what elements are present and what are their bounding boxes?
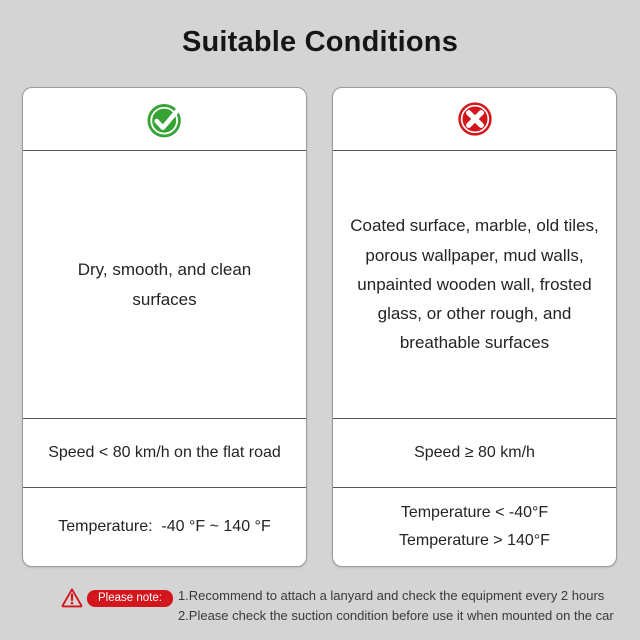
unsuitable-speed-text: Speed ≥ 80 km/h bbox=[414, 444, 535, 461]
x-circle-icon bbox=[455, 99, 495, 139]
suitable-description-section bbox=[23, 151, 306, 419]
suitable-card bbox=[22, 87, 307, 567]
unsuitable-description-section bbox=[333, 151, 616, 419]
unsuitable-description-text: Coated surface, marble, old tiles, porous wallpaper, mud walls, unpainted wooden wall, frosted glass, or other rough, and breathable surfaces bbox=[350, 216, 599, 353]
note-line-2: 2.Please check the suction condition before use it when mounted on the car bbox=[177, 608, 614, 624]
please-note-badge-row bbox=[60, 587, 173, 609]
suitable-description-text: Dry, smooth, and clean surfaces bbox=[77, 260, 252, 309]
note-lines bbox=[178, 586, 614, 627]
unsuitable-temperature-section bbox=[333, 488, 616, 566]
check-circle-icon bbox=[145, 99, 185, 139]
note-line-1: 1.Recommend to attach a lanyard and check the equipment every 2 hours bbox=[177, 588, 605, 603]
suitable-speed-text: Speed < 80 km/h on the flat road bbox=[48, 444, 281, 461]
unsuitable-speed-section bbox=[333, 419, 616, 488]
suitable-card-header bbox=[23, 88, 306, 151]
unsuitable-temperature-high-text: Temperature > 140°F bbox=[399, 532, 550, 549]
unsuitable-card-header bbox=[333, 88, 616, 151]
unsuitable-temperature-low-text: Temperature < -40°F bbox=[400, 504, 549, 521]
suitable-speed-section bbox=[23, 419, 306, 488]
condition-cards bbox=[22, 87, 617, 567]
suitable-temperature-text: Temperature: -40 °F ~ 140 °F bbox=[58, 518, 271, 535]
suitable-temperature-section bbox=[23, 488, 306, 566]
please-note-badge: Please note: bbox=[87, 590, 173, 607]
warning-triangle-icon bbox=[60, 587, 84, 609]
please-note-section bbox=[60, 586, 620, 627]
page-title: Suitable Conditions bbox=[181, 26, 459, 58]
unsuitable-card bbox=[332, 87, 617, 567]
